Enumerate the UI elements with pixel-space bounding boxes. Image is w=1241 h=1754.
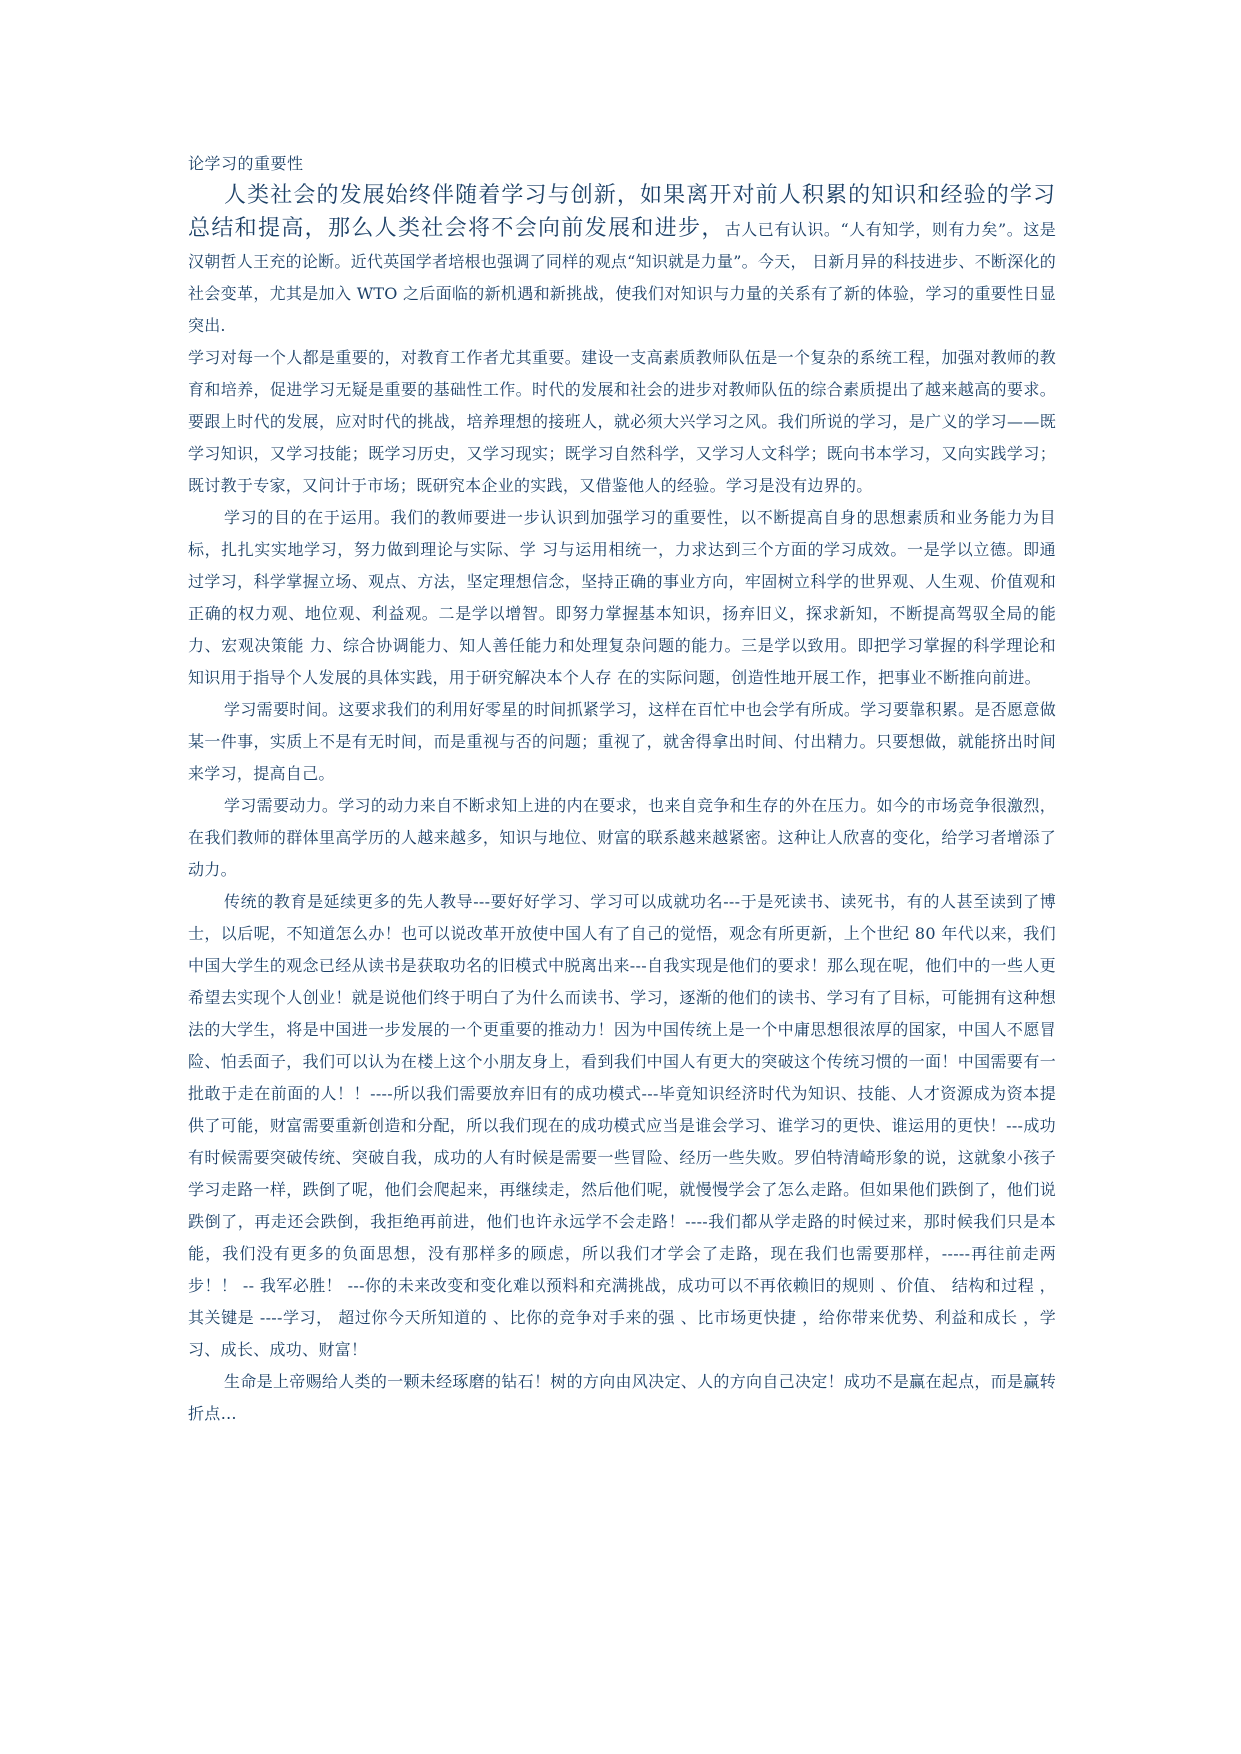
intro-paragraph: [188, 180, 1056, 342]
document-title: 论学习的重要性: [188, 154, 304, 173]
paragraph-purpose-of-learning: 学习的目的在于运用。我们的教师要进一步认识到加强学习的重要性，以不断提高自身的思想素质和业务能力为目标，扎扎实实地学习，努力做到理论与实际、学 习与运用相统一，力求达到三个方面的学习成效。一是学以立德。即通过学习，科学掌握立场、观点、方法，坚定理想信念，坚持正确的事业方向，牢固树立科学的世界观、人生观、价值观和正确的权力观、地位观、利益观。二是学以增智。即努力掌握基本知识，扬弃旧义，探求新知，不断提高驾驭全局的能力、宏观决策能 力、综合协调能力、知人善任能力和处理复杂问题的能力。三是学以致用。即把学习掌握的科学理论和知识用于指导个人发展的具体实践，用于研究解决本个人存 在的实际问题，创造性地开展工作，把事业不断推向前进。: [188, 508, 1056, 687]
paragraph-closing: 生命是上帝赐给人类的一颗未经琢磨的钻石！树的方向由风决定、人的方向自己决定！成功不是赢在起点，而是赢转折点…: [188, 1372, 1056, 1423]
paragraph-learning-needs-time: 学习需要时间。这要求我们的利用好零星的时间抓紧学习，这样在百忙中也会学有所成。学习要靠积累。是否愿意做某一件事，实质上不是有无时间，而是重视与否的问题；重视了，就舍得拿出时间、付出精力。只要想做，就能挤出时间来学习，提高自己。: [188, 700, 1056, 783]
paragraph-learning-needs-motivation: 学习需要动力。学习的动力来自不断求知上进的内在要求，也来自竞争和生存的外在压力。如今的市场竞争很激烈，在我们教师的群体里高学历的人越来越多，知识与地位、财富的联系越来越紧密。这种让人欣喜的变化，给学习者增添了动力。: [188, 796, 1056, 879]
paragraph-traditional-education: 传统的教育是延续更多的先人教导---要好好学习、学习可以成就功名---于是死读书、读死书，有的人甚至读到了博士，以后呢，不知道怎么办！也可以说改革开放使中国人有了自己的觉悟，观念有所更新，上个世纪 80 年代以来，我们中国大学生的观念已经从读书是获取功名的旧模式中脱离出来---自我实现是他们的要求！那么现在呢，他们中的一些人更希望去实现个人创业！就是说他们终于明白了为什么而读书、学习，逐渐的他们的读书、学习有了目标，可能拥有这种想法的大学生，将是中国进一步发展的一个更重要的推动力！因为中国传统上是一个中庸思想很浓厚的国家，中国人不愿冒险、怕丢面子，我们可以认为在楼上这个小朋友身上，看到我们中国人有更大的突破这个传统习惯的一面！中国需要有一批敢于走在前面的人！！----所以我们需要放弃旧有的成功模式---毕竟知识经济时代为知识、技能、人才资源成为资本提供了可能，财富需要重新创造和分配，所以我们现在的成功模式应当是谁会学习、谁学习的更快、谁运用的更快！---成功有时候需要突破传统、突破自我，成功的人有时候是需要一些冒险、经历一些失败。罗伯特清崎形象的说，这就象小孩子学习走路一样，跌倒了呢，他们会爬起来，再继续走，然后他们呢，就慢慢学会了怎么走路。但如果他们跌倒了，他们说跌倒了，再走还会跌倒，我拒绝再前进，他们也许永远学不会走路！----我们都从学走路的时候过来，那时候我们只是本能，我们没有更多的负面思想，没有那样多的顾虑，所以我们才学会了走路，现在我们也需要那样，-----再往前走两步！！ -- 我军必胜！ ---你的未来改变和变化难以预料和充满挑战，成功可以不再依赖旧的规则 、价值、 结构和过程 ，其关键是 ----学习， 超过你今天所知道的 、比你的竞争对手来的强 、比市场更快捷 ，给你带来优势、利益和成长 ，学习、成长、成功、财富！: [188, 892, 1056, 1359]
intro-small-text: 古人已有认识。“人有知学，则有力矣”。这是汉朝哲人王充的论断。近代英国学者培根也强调了同样的观点“知识就是力量”。今天， 日新月异的科技进步、不断深化的社会变革，尤其是加入 WTO 之后面临的新机遇和新挑战，使我们对知识与力量的关系有了新的体验，学习的重要性日显突出.: [188, 220, 1056, 335]
intro-large-text: 人类社会的发展始终伴随着学习与创新，如果离开对前人积累的知识和经验的学习总结和提高，那么人类社会将不会向前发展和进步，: [188, 183, 1056, 241]
document-body: [188, 152, 1056, 1430]
paragraph-teachers-learning: 学习对每一个人都是重要的，对教育工作者尤其重要。建设一支高素质教师队伍是一个复杂的系统工程，加强对教师的教育和培养，促进学习无疑是重要的基础性工作。时代的发展和社会的进步对教师队伍的综合素质提出了越来越高的要求。要跟上时代的发展，应对时代的挑战，培养理想的接班人，就必须大兴学习之风。我们所说的学习，是广义的学习——既学习知识，又学习技能；既学习历史，又学习现实；既学习自然科学，又学习人文科学；既向书本学习，又向实践学习；既讨教于专家，又问计于市场；既研究本企业的实践，又借鉴他人的经验。学习是没有边界的。: [188, 348, 1056, 495]
